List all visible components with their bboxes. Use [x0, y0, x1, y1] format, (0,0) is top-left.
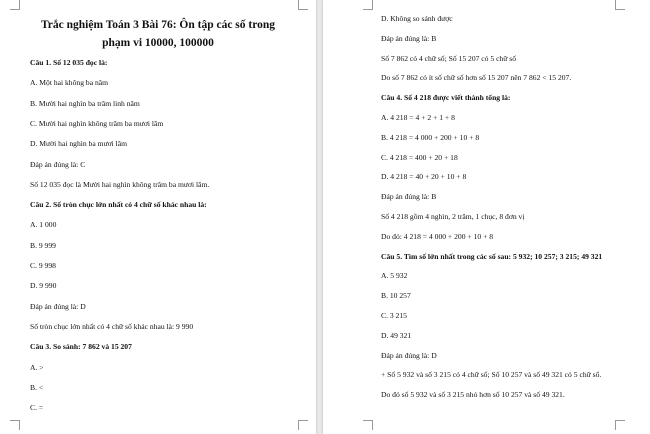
text-line: Số 7 862 có 4 chữ số; Số 15 207 có 5 chữ số	[381, 53, 517, 63]
text-line: A. 5 932	[381, 271, 408, 281]
text-line: Số 12 035 đọc là Mười hai nghìn không trăm ba mươi lăm.	[30, 179, 210, 189]
crop-mark	[10, 420, 20, 430]
crop-mark	[615, 0, 625, 10]
text-line: Đáp án đúng là: D	[30, 301, 86, 311]
crop-mark	[363, 420, 373, 430]
crop-mark	[298, 420, 308, 430]
text-line: C. 9 998	[30, 261, 56, 270]
document-page-left	[0, 0, 316, 434]
text-line: B. 4 218 = 4 000 + 200 + 10 + 8	[381, 132, 480, 142]
question-heading: Câu 3. So sánh: 7 862 và 15 207	[30, 342, 132, 352]
document-title-line-1: Trắc nghiệm Toán 3 Bài 76: Ôn tập các số trong	[40, 19, 276, 31]
text-line: A. 1 000	[30, 220, 57, 230]
crop-mark	[10, 0, 20, 10]
document-title-line-2: phạm vi 10000, 100000	[102, 37, 214, 49]
text-line: C. 3 215	[381, 311, 407, 320]
text-line: B. <	[30, 382, 44, 392]
question-heading: Câu 1. Số 12 035 đọc là:	[30, 58, 108, 67]
text-line: Đáp án đúng là: B	[381, 192, 437, 202]
text-line: Do đó số 5 932 và số 3 215 nhỏ hơn số 10 257 và số 49 321.	[381, 390, 565, 400]
text-line: Do đó: 4 218 = 4 000 + 200 + 10 + 8	[381, 231, 494, 241]
text-line: A. Một hai không ba năm	[30, 78, 109, 88]
text-line: A. 4 218 = 4 + 2 + 1 + 8	[381, 113, 455, 122]
text-line: Số tròn chục lớn nhất có 4 chữ số khác nhau là: 9 990	[30, 321, 194, 331]
text-line: C. 4 218 = 400 + 20 + 18	[381, 152, 458, 162]
text-line: Đáp án đúng là: D	[381, 350, 437, 360]
text-line: B. Mười hai nghìn ba trăm linh năm	[30, 98, 140, 108]
text-line: + Số 5 932 và số 3 215 có 4 chữ số; Số 10 257 và số 49 321 có 5 chữ số.	[381, 370, 602, 380]
question-heading: Câu 4. Số 4 218 được viết thành tổng là:	[381, 93, 511, 103]
text-line: D. Mười hai nghìn ba mươi lăm	[30, 139, 128, 149]
text-line: D. 4 218 = 40 + 20 + 10 + 8	[381, 172, 467, 182]
text-line: Do số 7 862 có ít số chữ số hơn số 15 207 nên 7 862 < 15 207.	[381, 73, 572, 83]
text-line: Đáp án đúng là: C	[30, 159, 86, 169]
document-page-right	[323, 0, 650, 434]
text-line: B. 10 257	[381, 291, 411, 301]
text-line: Đáp án đúng là: B	[381, 33, 437, 43]
crop-mark	[615, 420, 625, 430]
text-line: D. 49 321	[381, 330, 412, 340]
question-heading: Câu 2. Số tròn chục lớn nhất có 4 chữ số khác nhau là:	[30, 200, 207, 210]
text-line: A. >	[30, 362, 44, 372]
text-line: C. Mười hai nghìn không trăm ba mươi lăm	[30, 118, 164, 128]
text-line: Số 4 218 gồm 4 nghìn, 2 trăm, 1 chục, 8 đơn vị	[381, 212, 525, 221]
question-heading: Câu 5. Tìm số lớn nhất trong các số sau: 5 932; 10 257; 3 215; 49 321	[381, 251, 603, 261]
crop-mark	[298, 0, 308, 10]
crop-mark	[363, 0, 373, 10]
text-line: D. 9 990	[30, 281, 57, 291]
text-line: B. 9 999	[30, 240, 56, 250]
text-line: C. =	[30, 403, 44, 413]
text-line: D. Không so sánh được	[381, 14, 453, 23]
